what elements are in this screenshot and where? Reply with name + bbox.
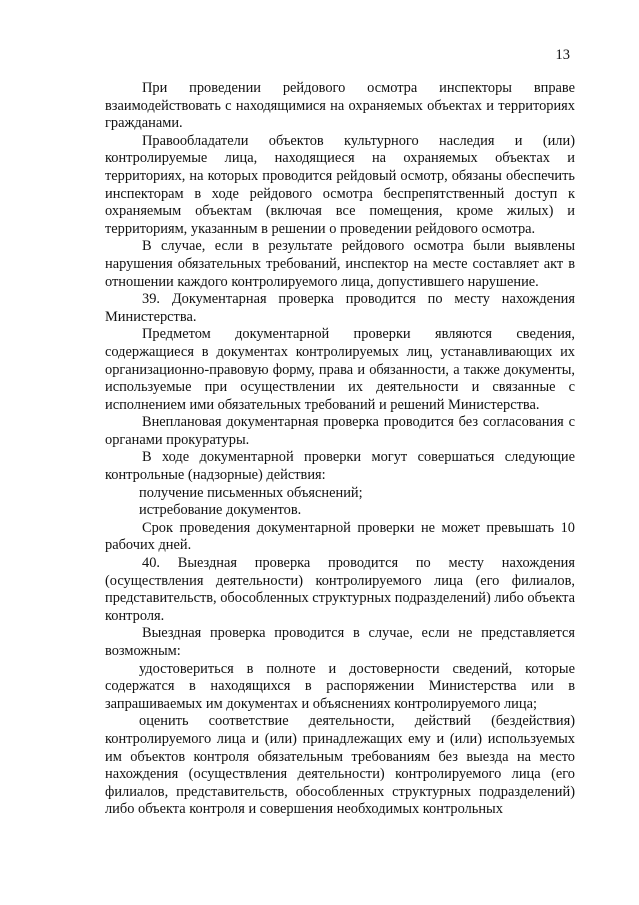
paragraph-control-actions-intro: В ходе документарной проверки могут совершаться следующие контрольные (надзорные) действия: — [105, 449, 575, 484]
paragraph-raid-inspectors-interaction: При проведении рейдового осмотра инспекторы вправе взаимодействовать с находящимися на охраняемых объектах и территориях гражданами. — [105, 80, 575, 132]
page-number: 13 — [555, 47, 570, 63]
paragraph-unscheduled-check: Внеплановая документарная проверка проводится без согласования с органами прокуратуры. — [105, 414, 575, 448]
paragraph-violations-act: В случае, если в результате рейдового осмотра были выявлены нарушения обязательных требований, инспектор на месте составляет акт в отношении каждого контролируемого лица, допустившего нарушение. — [105, 238, 575, 290]
paragraph-item-40: 40. Выездная проверка проводится по месту нахождения (осуществления деятельности) контролируемого лица (его филиалов, представительств, обособленных структурных подразделений) либо объекта контроля. — [105, 555, 576, 624]
paragraph-rights-holders-obligations: Правообладатели объектов культурного наследия и (или) контролируемые лица, находящиеся на охраняемых объектах и территориях, на которых проводится рейдовый осмотр, обязаны обеспечить инспекторам в ходе рейдового осмотра беспрепятственный доступ к охраняемым объектам (включая все помещения, кроме жилых) и территориям, указанным в решении о проведении рейдового осмотра. — [105, 132, 575, 237]
paragraph-item-39: 39. Документарная проверка проводится по месту нахождения Министерства. — [105, 291, 575, 325]
list-item-assess-compliance: оценить соответствие деятельности, действий (бездействия) контролируемого лица и (или) принадлежащих ему и (или) используемых им объектов контроля обязательным требованиям без выезда на место нахождения (осуществления деятельности) контролируемого лица (его филиалов, представительств, обособленных структурных подразделений) либо объекта контроля и совершения необходимых контрольных — [105, 713, 575, 818]
list-item-verify-completeness: удостовериться в полноте и достоверности сведений, которые содержатся в находящихся в распоряжении Министерства или в запрашиваемых им документах и объяснениях контролируемого лица; — [105, 660, 575, 712]
paragraph-onsite-check-conditions: Выездная проверка проводится в случае, если не представляется возможным: — [105, 625, 575, 659]
list-item-documents-request: истребование документов. — [139, 502, 302, 519]
paragraph-documentary-check-subject: Предметом документарной проверки являются сведения, содержащиеся в документах контролируемых лиц, устанавливающих их организационно-правовую форму, права и обязанности, а также документы, используемые при осуществлении их деятельности и связанные с исполнением ими обязательных требований и решений Министерства. — [105, 326, 575, 413]
list-item-written-explanations: получение письменных объяснений; — [139, 484, 363, 501]
paragraph-check-duration: Срок проведения документарной проверки не может превышать 10 рабочих дней. — [105, 519, 575, 554]
document-body — [105, 80, 575, 819]
